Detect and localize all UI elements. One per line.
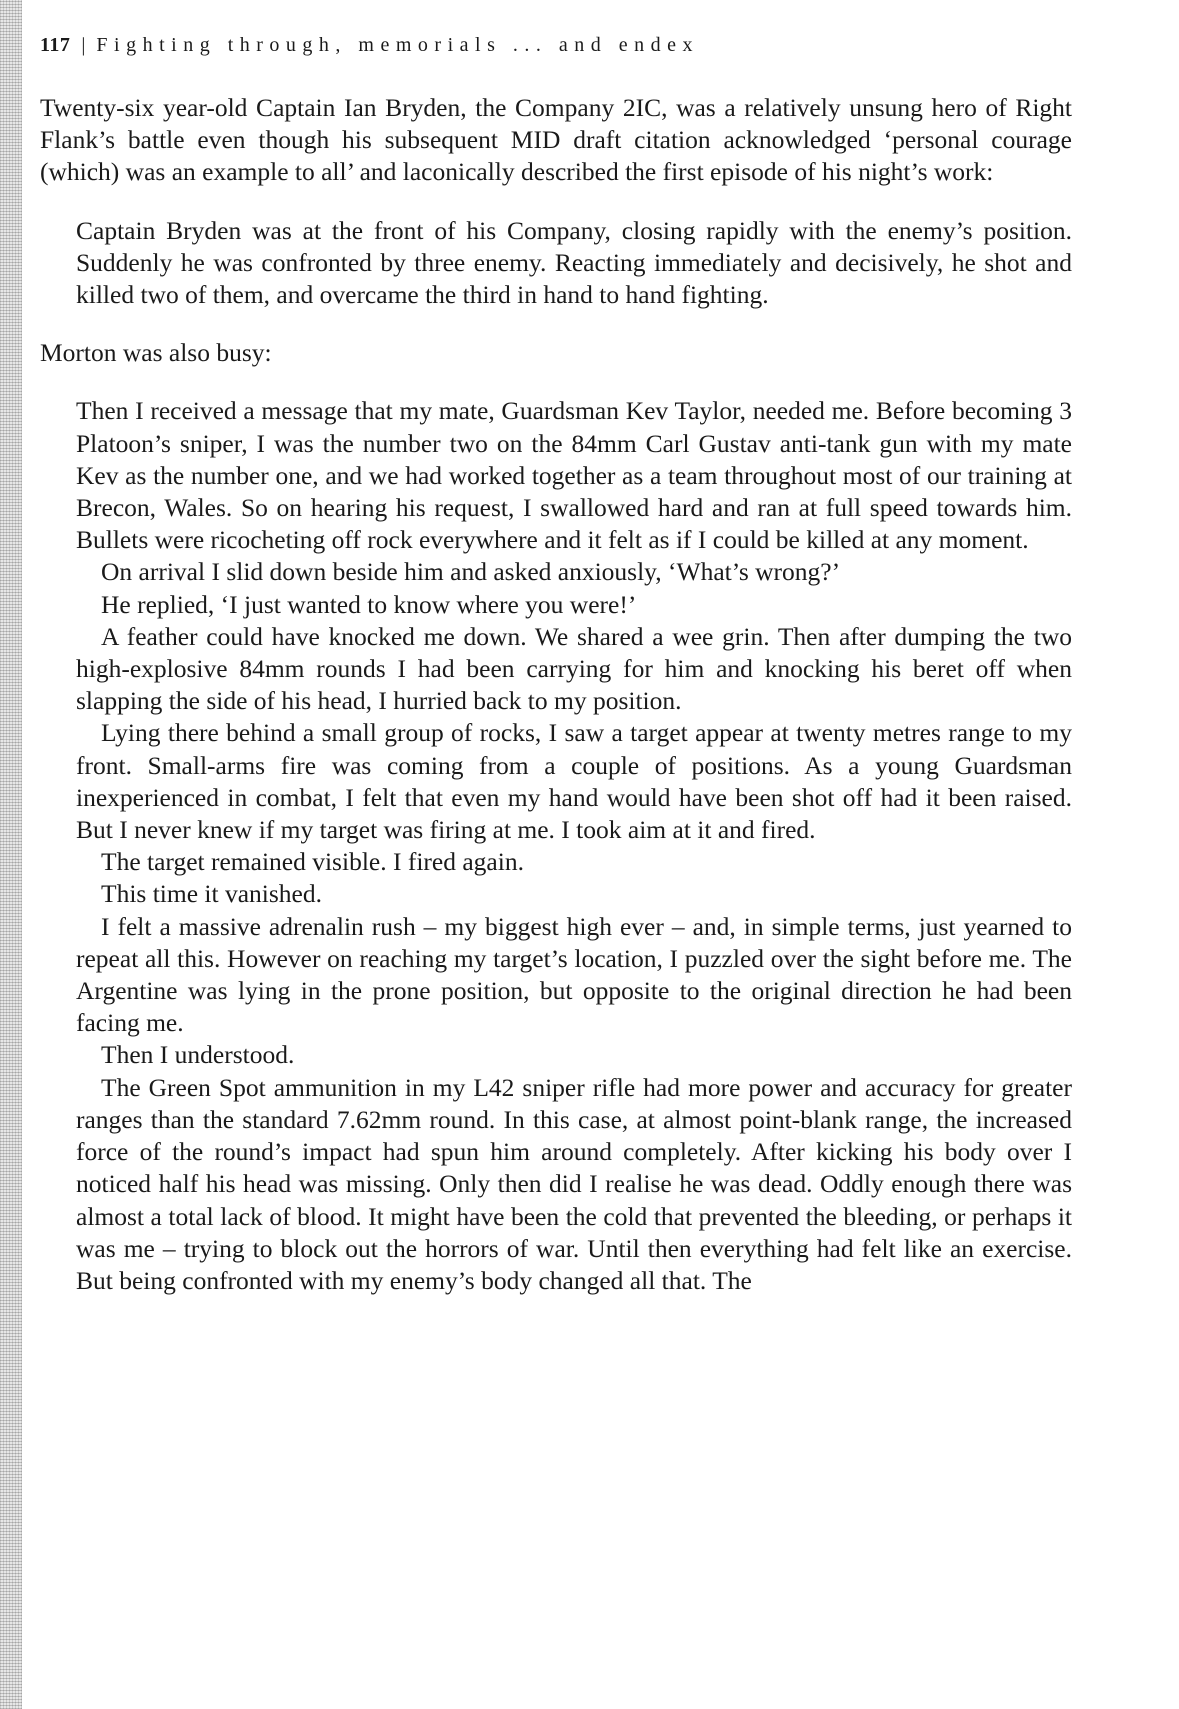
running-title: Fighting through, memorials ... and endex <box>96 34 699 56</box>
quote-paragraph: A feather could have knocked me down. We shared a wee grin. Then after dumping the two high-explosive 84mm rounds I had been carrying for him and knocking his beret off when slapping the side of his head, I hurried back to my position. <box>76 621 1072 716</box>
quote-paragraph: He replied, ‘I just wanted to know where you were!’ <box>101 589 637 619</box>
quote-paragraph: The target remained visible. I fired again. <box>101 847 524 877</box>
quote-paragraph: The Green Spot ammunition in my L42 sniper rifle had more power and accuracy for greater ranges than the standard 7.62mm round. In this case, at almost point-blank range, the increased force of the round’s impact had spun him around completely. After kicking his body over I noticed half his head was missing. Only then did I realise he was dead. Oddly enough there was almost a total lack of blood. It might have been the cold that prevented the bleeding, or perhaps it was me – trying to block out the horrors of war. Until then everything had felt like an exercise. But being confronted with my enemy’s body changed all that. The <box>76 1072 1072 1295</box>
quote-paragraph: Then I understood. <box>101 1040 295 1070</box>
citation-block-quote <box>76 215 1072 312</box>
quote-paragraph: Captain Bryden was at the front of his Company, closing rapidly with the enemy’s position. Suddenly he was confronted by three enemy. Reacting immediately and decisively, he shot and killed two of them, and overcame the third in hand to hand fighting. <box>76 215 1072 310</box>
header-separator: | <box>81 34 86 56</box>
quote-paragraph: Lying there behind a small group of rocks, I saw a target appear at twenty metres range to my front. Small-arms fire was coming from a couple of positions. As a young Guardsman inexperienced in combat, I felt that even my hand would have been shot off had it been raised. But I never knew if my target was firing at me. I took aim at it and fired. <box>76 718 1072 845</box>
quote-paragraph: On arrival I slid down beside him and asked anxiously, ‘What’s wrong?’ <box>101 557 841 587</box>
page-body <box>40 92 1072 1297</box>
quote-paragraph: This time it vanished. <box>101 879 322 909</box>
quote-paragraph: I felt a massive adrenalin rush – my biggest high ever – and, in simple terms, just yearned to repeat all this. However on reaching my target’s location, I puzzled over the sight before me. The Argentine was lying in the prone position, but opposite to the original direction he had been facing me. <box>76 911 1072 1038</box>
page-number: 117 <box>40 34 71 56</box>
quote-paragraph: Then I received a message that my mate, Guardsman Kev Taylor, needed me. Before becoming 3 Platoon’s sniper, I was the number two on the 84mm Carl Gustav anti-tank gun with my mate Kev as the number one, and we had worked together as a team throughout most of our training at Brecon, Wales. So on hearing his request, I swallowed hard and ran at full speed towards him. Bullets were ricocheting off rock everywhere and it felt as if I could be killed at any moment. <box>76 396 1072 555</box>
running-header <box>40 34 1140 57</box>
page-binding-edge <box>0 0 22 1709</box>
morton-block-quote <box>76 395 1072 1297</box>
body-paragraph: Morton was also busy: <box>40 338 272 368</box>
body-paragraph: Twenty-six year-old Captain Ian Bryden, the Company 2IC, was a relatively unsung hero of Right Flank’s battle even though his subsequent MID draft citation acknowledged ‘personal courage (which) was an example to all’ and laconically described the first episode of his night’s work: <box>40 93 1072 187</box>
